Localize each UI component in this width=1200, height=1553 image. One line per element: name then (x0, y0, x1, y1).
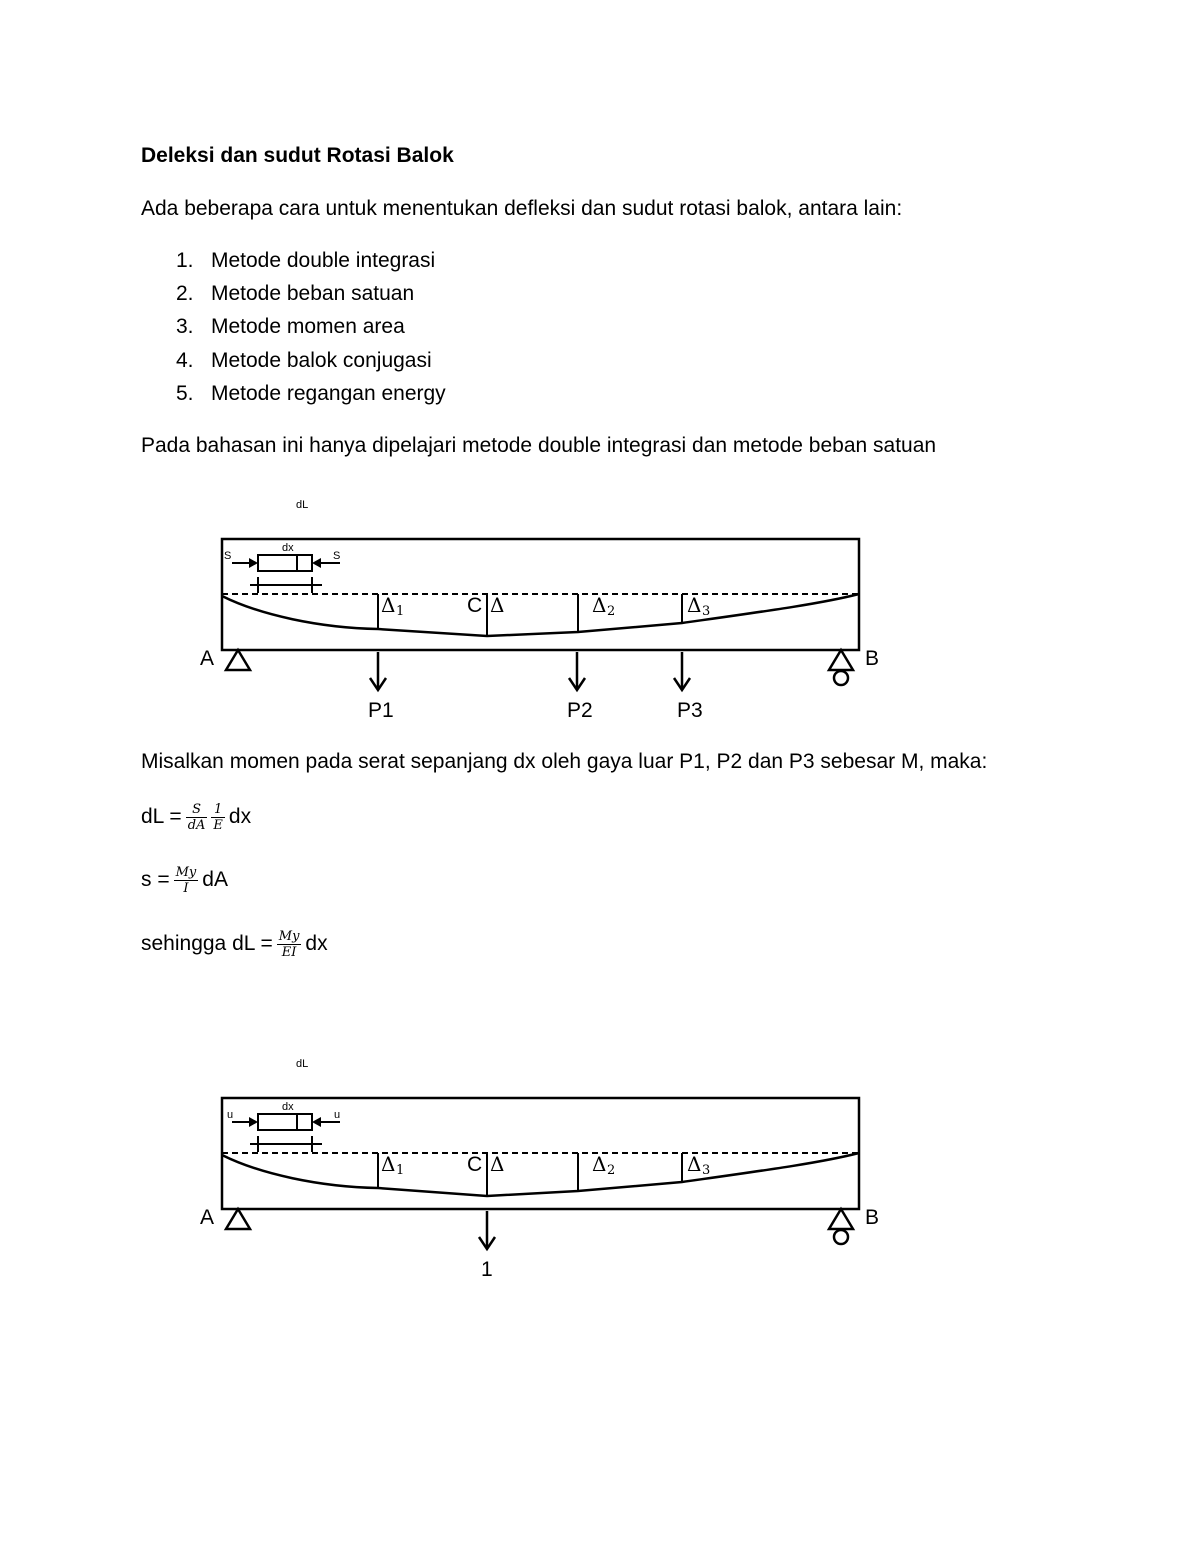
fraction: $\frac{1}{E}$ (213, 802, 223, 833)
delta3-subscript: 3 (702, 604, 711, 619)
delta2-subscript: 2 (607, 1163, 616, 1178)
element-label: dx (282, 542, 294, 554)
delta1-label: Δ (381, 1152, 396, 1176)
equation-s (141, 865, 228, 896)
top-label: dL (296, 499, 309, 511)
list-item-number: 1. (176, 249, 194, 272)
fraction: $\frac{My}{EI}$ (278, 929, 300, 960)
list-item-text: Metode regangan energy (211, 382, 446, 405)
equation-lhs: sehingga dL = (141, 932, 273, 956)
deflection-curve (222, 1153, 859, 1196)
midpoint-label: C (467, 1153, 483, 1176)
fraction: $\frac{My}{I}$ (175, 865, 197, 896)
list-item-number: 3. (176, 315, 194, 338)
support-b-label: B (865, 1206, 880, 1229)
support-b-label: B (865, 647, 880, 670)
right-force-label: u (334, 1109, 341, 1121)
load-label-p3: P3 (677, 699, 703, 722)
list-item-number: 4. (176, 349, 194, 372)
equation-sehingga (141, 929, 328, 960)
support-a-label: A (200, 647, 215, 670)
fraction: $\frac{S}{dA}$ (187, 802, 206, 833)
pin-support-icon (226, 650, 250, 670)
list-item-number: 2. (176, 282, 194, 305)
element-label: dx (282, 1101, 294, 1113)
list-item-text: Metode double integrasi (211, 249, 436, 272)
pin-support-icon (226, 1209, 250, 1229)
equation-rhs: dx (228, 805, 252, 829)
unit-load-label: 1 (481, 1258, 493, 1281)
list-item-text: Metode momen area (211, 315, 405, 338)
scope-paragraph: Pada bahasan ini hanya dipelajari metode double integrasi dan metode beban satuan (141, 434, 937, 457)
support-a-label: A (200, 1206, 215, 1229)
beam-diagram-unit-load (200, 1058, 879, 1281)
delta-c-label: Δ (490, 593, 505, 617)
load-label-p2: P2 (567, 699, 593, 722)
equation-dl (141, 802, 251, 833)
delta-c-label: Δ (490, 1152, 505, 1176)
intro-paragraph: Ada beberapa cara untuk menentukan defleksi dan sudut rotasi balok, antara lain: (141, 197, 903, 220)
suppose-paragraph: Misalkan momen pada serat sepanjang dx oleh gaya luar P1, P2 dan P3 sebesar M, maka: (141, 750, 988, 773)
element-dx (258, 1114, 312, 1130)
delta3-label: Δ (687, 1152, 702, 1176)
equation-lhs: dL = (141, 805, 182, 829)
delta1-subscript: 1 (396, 1163, 405, 1178)
equation-rhs: dx (305, 932, 328, 956)
list-item-text: Metode balok conjugasi (211, 349, 432, 372)
element-dx (258, 555, 312, 571)
midpoint-label: C (467, 594, 483, 617)
right-force-label: S (333, 550, 341, 562)
delta2-subscript: 2 (607, 604, 616, 619)
delta1-label: Δ (381, 593, 396, 617)
delta3-subscript: 3 (702, 1163, 711, 1178)
delta3-label: Δ (687, 593, 702, 617)
deflection-curve (222, 594, 859, 636)
list-item-number: 5. (176, 382, 194, 405)
delta2-label: Δ (592, 593, 607, 617)
left-force-label: S (224, 550, 232, 562)
delta2-label: Δ (592, 1152, 607, 1176)
equation-lhs: s = (141, 868, 170, 892)
equation-rhs: dA (202, 868, 228, 892)
roller-support-icon (829, 650, 853, 670)
page-title: Deleksi dan sudut Rotasi Balok (141, 144, 454, 167)
top-label: dL (296, 1058, 309, 1070)
roller-support-icon (829, 1209, 853, 1229)
left-force-label: u (227, 1109, 234, 1121)
list-item-text: Metode beban satuan (211, 282, 415, 305)
load-label-p1: P1 (368, 699, 394, 722)
delta1-subscript: 1 (396, 604, 405, 619)
